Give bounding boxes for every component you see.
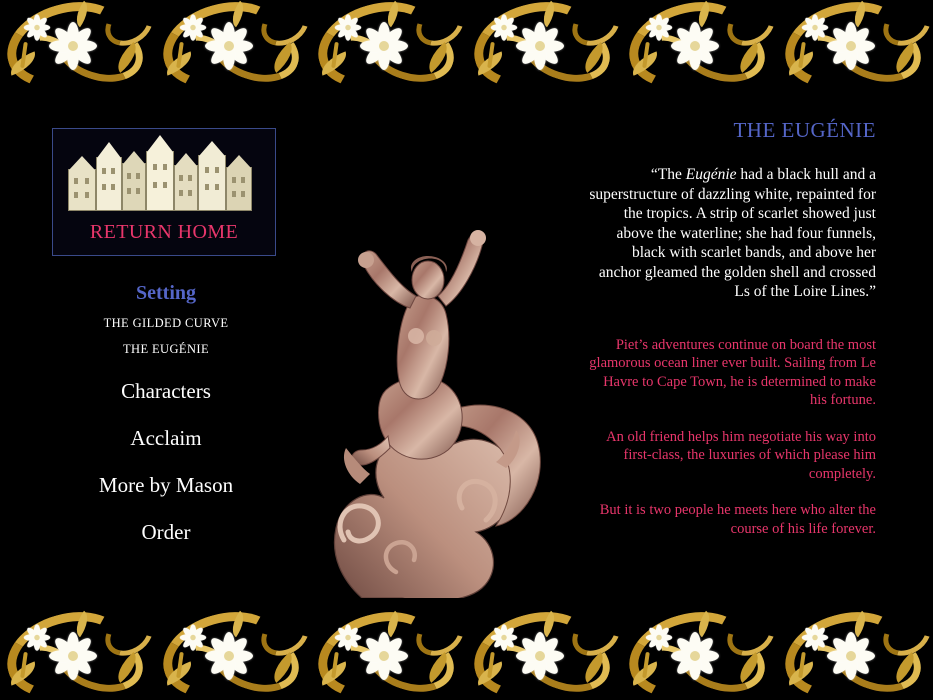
flower-icon: [335, 624, 360, 649]
flower-icon: [802, 14, 827, 39]
sidebar-item-the-eugenie[interactable]: THE EUGÉNIE: [123, 342, 209, 356]
ornament-unit: [311, 610, 467, 700]
return-home-button[interactable]: [52, 128, 276, 256]
flower-icon: [517, 632, 563, 678]
ornament-unit: [778, 0, 933, 88]
rococo-figure-statue: [300, 168, 550, 598]
ornament-unit: [467, 0, 623, 88]
pull-quote: [586, 165, 876, 302]
return-home-label: RETURN HOME: [89, 221, 239, 243]
bottom-ornament-border: [0, 610, 933, 700]
flower-icon: [361, 632, 407, 678]
sidebar-item-characters[interactable]: Characters: [121, 379, 211, 403]
sidebar-item-more-by-mason[interactable]: More by Mason: [98, 473, 234, 497]
page-title: THE EUGÉNIE: [733, 118, 876, 142]
sidebar-nav: [52, 128, 280, 545]
flower-icon: [50, 22, 96, 68]
ornament-unit: [156, 0, 312, 88]
synopsis-paragraph-3: But it is two people he meets here who alter the course of his life forever.: [599, 502, 876, 537]
page-content: [0, 88, 933, 610]
flower-icon: [335, 14, 360, 39]
flower-icon: [802, 624, 827, 649]
ornament-unit: [156, 610, 312, 700]
flower-icon: [50, 632, 96, 678]
sidebar-item-setting[interactable]: Setting: [136, 282, 196, 304]
sidebar-item-order[interactable]: Order: [141, 520, 191, 544]
flower-icon: [491, 14, 516, 39]
flower-icon: [180, 624, 205, 649]
flower-icon: [24, 624, 49, 649]
ornament-row: [0, 0, 933, 88]
quote-after: had a black hull and a superstructure of dazzling white, repainted for the tropics. A strip of scarlet showed just above the waterline; she had four funnels, black with scarlet bands, and above her anchor gleamed the golden shell and crossed Ls of the Loire Lines.”: [589, 166, 876, 300]
flower-icon: [24, 14, 49, 39]
flower-icon: [672, 22, 718, 68]
ornament-unit: [0, 0, 156, 88]
ornament-unit: [622, 610, 778, 700]
flower-icon: [646, 624, 671, 649]
main-text-column: [586, 118, 876, 538]
flower-icon: [491, 624, 516, 649]
sidebar-item-acclaim[interactable]: Acclaim: [130, 426, 202, 450]
quote-before: “The: [650, 166, 686, 183]
synopsis-paragraph-2: An old friend helps him negotiate his way into first-class, the luxuries of which please him completely.: [606, 428, 876, 482]
synopsis-paragraph-1: Piet’s adventures continue on board the most glamorous ocean liner ever built. Sailing from Le Havre to Cape Town, he is determined to make his fortune.: [589, 336, 876, 408]
sidebar-item-the-gilded-curve[interactable]: THE GILDED CURVE: [103, 316, 229, 330]
ornament-unit: [311, 0, 467, 88]
ornament-unit: [778, 610, 933, 700]
ornament-unit: [622, 0, 778, 88]
flower-icon: [646, 14, 671, 39]
ornament-unit: [467, 610, 623, 700]
flower-icon: [828, 632, 874, 678]
flower-icon: [180, 14, 205, 39]
quote-ship-name: Eugénie: [685, 166, 737, 183]
flower-icon: [206, 632, 252, 678]
ornament-row: [0, 610, 933, 700]
flower-icon: [828, 22, 874, 68]
top-ornament-border: [0, 0, 933, 88]
flower-icon: [361, 22, 407, 68]
canal-houses-icon: [66, 137, 262, 211]
ornament-unit: [0, 610, 156, 700]
flower-icon: [206, 22, 252, 68]
flower-icon: [672, 632, 718, 678]
flower-icon: [517, 22, 563, 68]
statue-svg: [300, 168, 550, 598]
